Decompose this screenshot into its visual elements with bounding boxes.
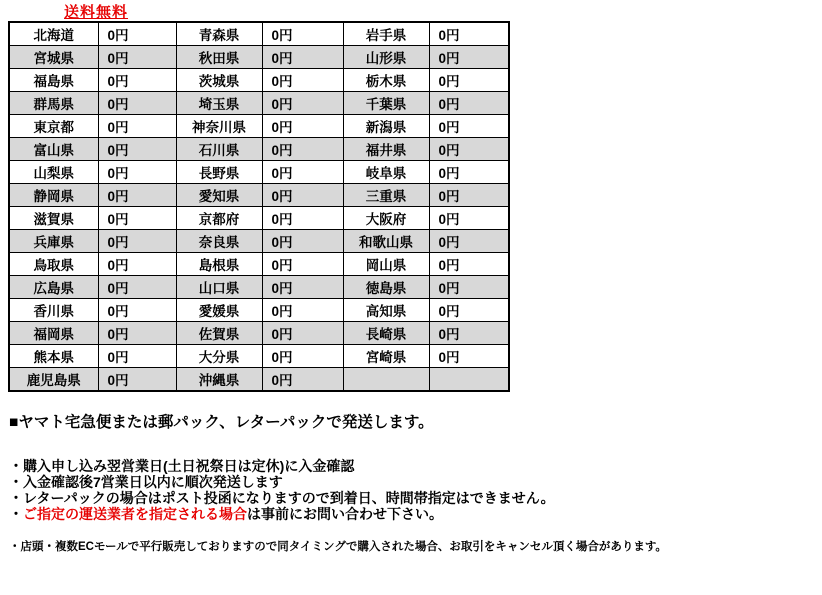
fee-cell: 0円 [98, 276, 176, 299]
prefecture-cell: 新潟県 [343, 115, 429, 138]
table-row [9, 184, 509, 207]
fee-cell: 0円 [429, 22, 509, 46]
prefecture-cell: 愛知県 [176, 184, 262, 207]
prefecture-cell: 兵庫県 [9, 230, 98, 253]
prefecture-cell: 香川県 [9, 299, 98, 322]
prefecture-cell: 福井県 [343, 138, 429, 161]
table-row [9, 207, 509, 230]
fee-cell: 0円 [262, 92, 343, 115]
shipping-method-heading: ■ヤマト宅急便または郵パック、レターパックで発送します。 [9, 414, 434, 431]
table-row [9, 69, 509, 92]
fee-cell: 0円 [262, 345, 343, 368]
prefecture-cell: 秋田県 [176, 46, 262, 69]
fee-cell: 0円 [429, 184, 509, 207]
prefecture-cell: 石川県 [176, 138, 262, 161]
fee-cell [429, 368, 509, 392]
table-row [9, 161, 509, 184]
fee-cell: 0円 [98, 138, 176, 161]
fee-cell: 0円 [262, 322, 343, 345]
table-row [9, 138, 509, 161]
prefecture-cell: 広島県 [9, 276, 98, 299]
table-row [9, 230, 509, 253]
fee-cell: 0円 [429, 322, 509, 345]
bullet-mark: ・ [9, 506, 23, 522]
prefecture-cell: 山口県 [176, 276, 262, 299]
prefecture-cell: 岐阜県 [343, 161, 429, 184]
prefecture-cell: 京都府 [176, 207, 262, 230]
prefecture-cell: 岡山県 [343, 253, 429, 276]
prefecture-cell: 鳥取県 [9, 253, 98, 276]
prefecture-cell: 沖縄県 [176, 368, 262, 392]
fee-cell: 0円 [429, 92, 509, 115]
table-row [9, 368, 509, 392]
prefecture-cell: 山形県 [343, 46, 429, 69]
fee-cell: 0円 [429, 161, 509, 184]
prefecture-cell: 三重県 [343, 184, 429, 207]
shipping-fee-table [8, 21, 510, 392]
fee-cell: 0円 [262, 115, 343, 138]
table-row [9, 115, 509, 138]
prefecture-cell: 滋賀県 [9, 207, 98, 230]
fee-cell: 0円 [98, 368, 176, 392]
fee-cell: 0円 [98, 207, 176, 230]
prefecture-cell: 群馬県 [9, 92, 98, 115]
fee-cell: 0円 [98, 230, 176, 253]
fee-cell: 0円 [98, 184, 176, 207]
prefecture-cell: 宮城県 [9, 46, 98, 69]
prefecture-cell [343, 368, 429, 392]
table-row [9, 299, 509, 322]
prefecture-cell: 千葉県 [343, 92, 429, 115]
note-payment-confirm: ・購入申し込み翌営業日(土日祝祭日は定休)に入金確認 [9, 458, 355, 474]
fee-cell: 0円 [98, 253, 176, 276]
table-row [9, 22, 509, 46]
prefecture-cell: 岩手県 [343, 22, 429, 46]
note-carrier-request-red: ご指定の運送業者を指定される場合 [23, 506, 247, 522]
fee-cell: 0円 [429, 299, 509, 322]
fee-cell: 0円 [98, 345, 176, 368]
prefecture-cell: 長野県 [176, 161, 262, 184]
fee-cell: 0円 [262, 22, 343, 46]
prefecture-cell: 埼玉県 [176, 92, 262, 115]
fee-cell: 0円 [262, 253, 343, 276]
prefecture-cell: 大阪府 [343, 207, 429, 230]
fee-cell: 0円 [98, 22, 176, 46]
cancellation-note: ・店頭・複数ECモールで平行販売しておりますので同タイミングで購入された場合、お取引をキャンセル頂く場合があります。 [9, 541, 667, 553]
prefecture-cell: 長崎県 [343, 322, 429, 345]
fee-cell: 0円 [262, 207, 343, 230]
table-row [9, 322, 509, 345]
fee-cell: 0円 [429, 230, 509, 253]
fee-cell: 0円 [262, 46, 343, 69]
fee-cell: 0円 [98, 115, 176, 138]
free-shipping-title: 送料無料 [64, 4, 129, 21]
prefecture-cell: 鹿児島県 [9, 368, 98, 392]
prefecture-cell: 高知県 [343, 299, 429, 322]
prefecture-cell: 福岡県 [9, 322, 98, 345]
fee-cell: 0円 [262, 138, 343, 161]
fee-cell: 0円 [429, 138, 509, 161]
shipping-notes-list [9, 458, 555, 522]
prefecture-cell: 大分県 [176, 345, 262, 368]
table-row [9, 345, 509, 368]
fee-cell: 0円 [429, 46, 509, 69]
fee-cell: 0円 [429, 207, 509, 230]
fee-cell: 0円 [262, 69, 343, 92]
note-carrier-request [9, 506, 555, 522]
fee-cell: 0円 [429, 253, 509, 276]
note-dispatch-days: ・入金確認後7営業日以内に順次発送します [9, 474, 283, 490]
prefecture-cell: 茨城県 [176, 69, 262, 92]
prefecture-cell: 北海道 [9, 22, 98, 46]
prefecture-cell: 愛媛県 [176, 299, 262, 322]
prefecture-cell: 山梨県 [9, 161, 98, 184]
note-carrier-request-rest: は事前にお問い合わせ下さい。 [247, 506, 443, 522]
fee-cell: 0円 [98, 46, 176, 69]
fee-cell: 0円 [429, 345, 509, 368]
note-letterpack: ・レターパックの場合はポスト投函になりますので到着日、時間帯指定はできません。 [9, 490, 555, 506]
prefecture-cell: 栃木県 [343, 69, 429, 92]
prefecture-cell: 和歌山県 [343, 230, 429, 253]
table-row [9, 253, 509, 276]
table-row [9, 92, 509, 115]
prefecture-cell: 宮崎県 [343, 345, 429, 368]
fee-cell: 0円 [262, 368, 343, 392]
prefecture-cell: 徳島県 [343, 276, 429, 299]
fee-cell: 0円 [98, 161, 176, 184]
fee-cell: 0円 [98, 322, 176, 345]
fee-cell: 0円 [262, 184, 343, 207]
prefecture-cell: 奈良県 [176, 230, 262, 253]
prefecture-cell: 静岡県 [9, 184, 98, 207]
fee-cell: 0円 [262, 161, 343, 184]
fee-cell: 0円 [98, 92, 176, 115]
fee-cell: 0円 [262, 299, 343, 322]
prefecture-cell: 島根県 [176, 253, 262, 276]
fee-cell: 0円 [429, 69, 509, 92]
fee-cell: 0円 [262, 230, 343, 253]
fee-cell: 0円 [98, 69, 176, 92]
prefecture-cell: 熊本県 [9, 345, 98, 368]
prefecture-cell: 神奈川県 [176, 115, 262, 138]
table-row [9, 46, 509, 69]
prefecture-cell: 福島県 [9, 69, 98, 92]
fee-cell: 0円 [262, 276, 343, 299]
table-row [9, 276, 509, 299]
prefecture-cell: 東京都 [9, 115, 98, 138]
fee-cell: 0円 [429, 115, 509, 138]
fee-cell: 0円 [429, 276, 509, 299]
prefecture-cell: 青森県 [176, 22, 262, 46]
prefecture-cell: 富山県 [9, 138, 98, 161]
fee-cell: 0円 [98, 299, 176, 322]
prefecture-cell: 佐賀県 [176, 322, 262, 345]
